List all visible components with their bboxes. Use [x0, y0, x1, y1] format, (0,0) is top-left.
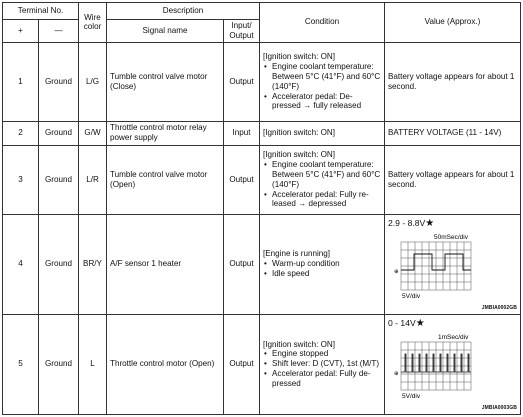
header-input-output: Input/ Output [224, 20, 260, 43]
wire-color: L [79, 314, 107, 414]
terminal-minus: Ground [39, 214, 79, 314]
condition-item: • Warm-up condition [272, 259, 381, 269]
signal-name: Tumble control valve motor (Close) [107, 42, 224, 121]
table-row [3, 314, 521, 414]
condition-item: • Engine coolant temperature: Between 5°C (41°F) and 60°C (140°F) [272, 160, 381, 190]
input-output: Output [224, 42, 260, 121]
terminal-minus: Ground [39, 42, 79, 121]
value-text: 0 - 14V [388, 317, 416, 328]
signal-name: Throttle control motor relay power supply [107, 121, 224, 145]
signal-name: A/F sensor 1 heater [107, 214, 224, 314]
star-icon: ★ [415, 317, 425, 329]
header-value: Value (Approx.) [385, 3, 521, 43]
header-signal-name: Signal name [107, 20, 224, 43]
condition-item: • Idle speed [272, 269, 381, 279]
terminal-plus: 5 [3, 314, 39, 414]
wire-color: L/G [79, 42, 107, 121]
value-text: 2.9 - 8.8V [388, 217, 426, 228]
header-minus: — [39, 20, 79, 43]
condition-heading: [Ignition switch: ON] [263, 52, 335, 62]
header-wire-color: Wire color [79, 3, 107, 43]
value-cell: Battery voltage appears for about 1 second. [385, 145, 521, 214]
terminal-plus: 4 [3, 214, 39, 314]
svg-text:⊕: ⊕ [394, 370, 399, 377]
input-output: Output [224, 214, 260, 314]
terminal-plus: 3 [3, 145, 39, 214]
condition-list [263, 62, 381, 111]
waveform-graphic [388, 332, 516, 408]
condition-cell [260, 121, 385, 145]
signal-name: Tumble control valve motor (Open) [107, 145, 224, 214]
signal-name: Throttle control motor (Open) [107, 314, 224, 414]
condition-heading: [Ignition switch: ON] [263, 339, 335, 349]
wire-color: L/R [79, 145, 107, 214]
terminal-plus: 2 [3, 121, 39, 145]
scope-volt-label: 5V/div [402, 292, 421, 300]
condition-item: • Accelerator pedal: Fully re-leased → depressed [272, 190, 381, 210]
table-row [3, 121, 521, 145]
input-output: Output [224, 314, 260, 414]
condition-list [263, 349, 381, 388]
condition-item: • Engine stopped [272, 349, 381, 359]
value-cell: Battery voltage appears for about 1 second. [385, 42, 521, 121]
condition-heading: [Ignition switch: ON] [263, 150, 335, 160]
condition-cell [260, 42, 385, 121]
condition-cell [260, 145, 385, 214]
header-terminal-no: Terminal No. [3, 3, 79, 20]
scope-time-label: 50mSec/div [434, 233, 468, 241]
input-output: Output [224, 145, 260, 214]
value-cell [385, 314, 521, 414]
oscilloscope-waveform [388, 332, 517, 411]
table-row [3, 145, 521, 214]
condition-item: • Shift lever: D (CVT), 1st (M/T) [272, 359, 381, 369]
header-plus: + [3, 20, 39, 43]
svg-text:⊕: ⊕ [394, 268, 399, 275]
table-row [3, 42, 521, 121]
terminal-minus: Ground [39, 121, 79, 145]
terminal-minus: Ground [39, 145, 79, 214]
header-condition: Condition [260, 3, 385, 43]
value-cell: BATTERY VOLTAGE (11 - 14V) [385, 121, 521, 145]
condition-list [263, 160, 381, 209]
terminal-minus: Ground [39, 314, 79, 414]
value-range [388, 318, 517, 330]
terminal-plus: 1 [3, 42, 39, 121]
figure-code: JMBIA0003GB [481, 404, 517, 411]
condition-item: • Accelerator pedal: Fully de-pressed [272, 369, 381, 389]
condition-cell [260, 314, 385, 414]
condition-heading: [Ignition switch: ON] [263, 128, 335, 138]
condition-list [263, 259, 381, 279]
table-row [3, 214, 521, 314]
condition-item: • Engine coolant temperature: Between 5°C (41°F) and 60°C (140°F) [272, 62, 381, 92]
header-description: Description [107, 3, 260, 20]
value-cell [385, 214, 521, 314]
wire-color: G/W [79, 121, 107, 145]
terminal-spec-table [2, 2, 521, 415]
oscilloscope-waveform [388, 232, 517, 311]
value-range [388, 218, 517, 230]
figure-code: JMBIA0002GB [481, 304, 517, 311]
scope-volt-label: 5V/div [402, 392, 421, 400]
scope-time-label: 1mSec/div [438, 333, 469, 341]
wire-color: BR/Y [79, 214, 107, 314]
star-icon: ★ [425, 217, 435, 229]
condition-cell [260, 214, 385, 314]
waveform-graphic [388, 232, 516, 308]
condition-item: • Accelerator pedal: De-pressed → fully released [272, 92, 381, 112]
condition-heading: [Engine is running] [263, 249, 331, 259]
input-output: Input [224, 121, 260, 145]
